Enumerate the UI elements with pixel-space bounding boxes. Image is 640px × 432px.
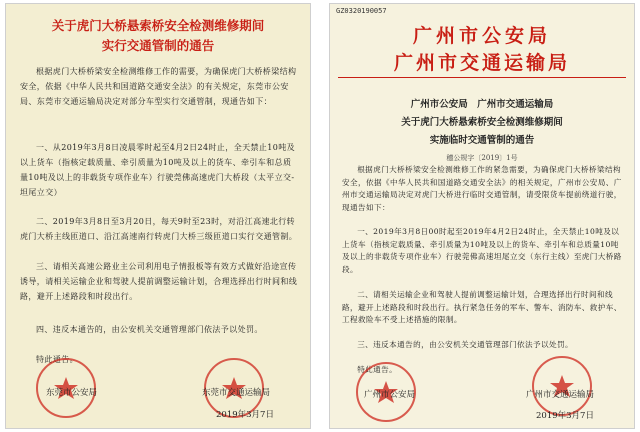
notice-title-line1: 关于虎门大桥悬索桥安全检测维修期间 (401, 117, 563, 128)
issue-date: 2019年3月7日 (216, 410, 274, 420)
issuer-header-line1: 广州市公安局 (412, 25, 551, 47)
body-paragraph-4: 四、违反本通告的，由公安机关交通管理部门依法予以处罚。 (36, 325, 263, 334)
body-paragraph-2: 二、2019年3月8日至3月20日，每天9时至23时，对沿江高速北行转虎门大桥主线匝道口、沿江高速南行转虎门大桥三级匝道口实行交通管制。 (20, 217, 298, 241)
body-paragraph-3: 三、请相关高速公路业主公司利用电子情报板等有效方式做好沿途宣传诱导，请相关运输企业和驾驶人提前调整运输计划，合理选择出行时间和线路，避开上述路段和时段出行。 (20, 262, 298, 301)
dongguan-notice (5, 3, 311, 429)
issue-date: 2019年3月7日 (536, 411, 594, 421)
body-paragraph-intro: 根据虎门大桥桥梁安全检测维修工作的需要，为确保虎门大桥桥梁结构安全，依据《中华人民共和国道路交通安全法》的有关规定，东莞市公安局、东莞市交通运输局决定对部分车型实行交通管制，现通告如下： (20, 67, 297, 106)
notice-title-line2: 实施临时交通管制的通告 (429, 135, 535, 146)
body-paragraph-3: 三、违反本通告的，由公安机关交通管理部门依法予以处罚。 (357, 340, 574, 349)
signatory-left: 东莞市公安局 (46, 388, 98, 398)
closing-line: 特此通告。 (357, 365, 398, 374)
signatory-left: 广州市公安局 (364, 390, 416, 400)
header-divider (338, 77, 626, 78)
notice-title-line1: 关于虎门大桥悬索桥安全检测维修期间 (51, 18, 265, 33)
subtitle-organizations: 广州市公安局 广州市交通运输局 (410, 99, 554, 110)
notice-title-line2: 实行交通管制的通告 (101, 38, 215, 53)
signatory-right: 广州市交通运输局 (526, 390, 595, 400)
body-paragraph-intro: 根据虎门大桥桥梁安全检测维修工作的紧急需要，为确保虎门大桥桥梁结构安全，依据《中华人民共和国道路交通安全法》的相关规定，广州市公安局、广州市交通运输局决定对虎门大桥进行临时交通管制，请受限货车提前绕道行驶，现通告如下： (342, 165, 622, 212)
body-paragraph-2: 二、请相关运输企业和驾驶人提前调整运输计划，合理选择出行时间和线路，避开上述路段和时段出行。执行紧急任务的军车、警车、消防车、救护车、工程救险车不受上述措施的限制。 (342, 290, 622, 324)
body-paragraph-1: 一、2019年3月8日00时起至2019年4月2日24时止，全天禁止10吨及以上货车（指核定载质量、牵引质量为10吨及以上的货车、牵引车和总质量10吨及以上的非载货专项作业车）行驶莞佛高速坦尾立交（东行主线）至虎门大桥路段。 (342, 227, 622, 274)
document-code: GZ0320190057 (336, 7, 387, 15)
closing-line: 特此通告。 (36, 355, 78, 364)
body-paragraph-1: 一、从2019年3月8日凌晨零时起至4月2日24时止，全天禁止10吨及以上货车（指核定载质量、牵引质量为10吨及以上的货车、牵引车和总质量10吨及以上的非载货专项作业车）行驶莞佛高速虎门大桥段（太平立交-坦尾立交） (20, 143, 296, 197)
issuer-header-line2: 广州市交通运输局 (393, 52, 570, 74)
document-number: 穗公规字〔2019〕1号 (446, 154, 518, 162)
signatory-right: 东莞市交通运输局 (202, 388, 271, 398)
guangzhou-notice (329, 3, 635, 429)
official-seal (532, 356, 592, 416)
